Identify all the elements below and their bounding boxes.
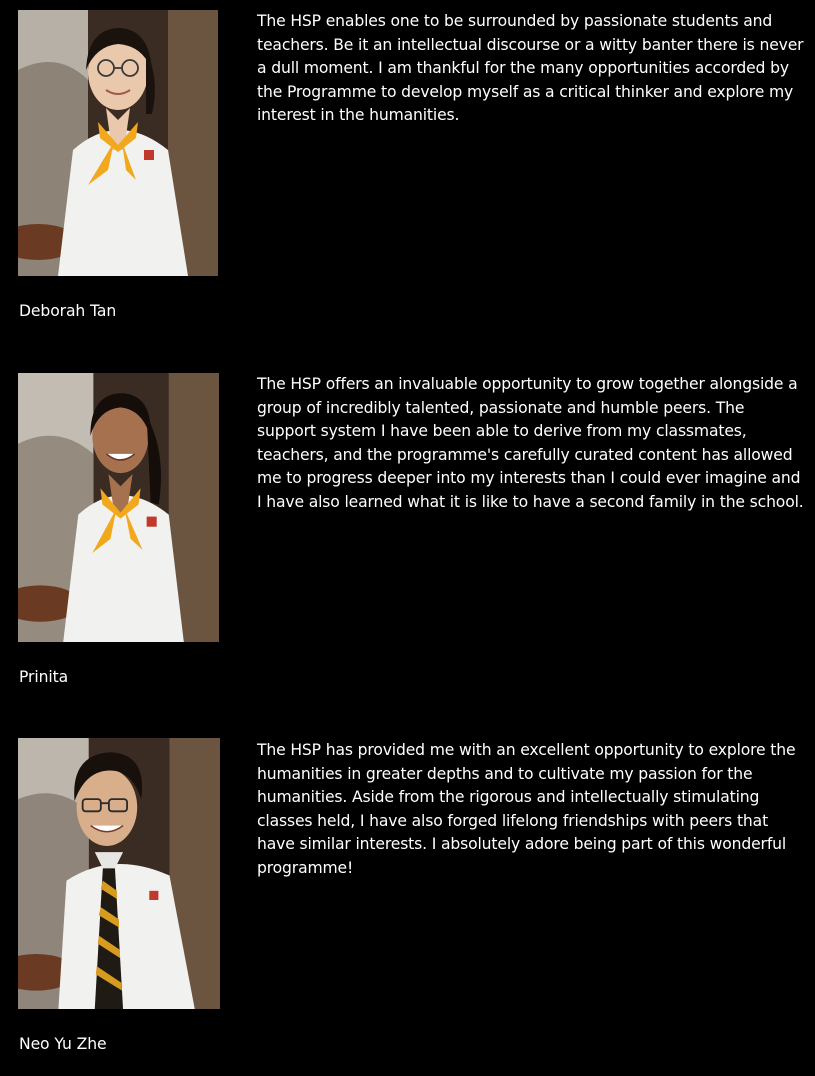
student-name: Prinita xyxy=(19,668,69,686)
student-photo xyxy=(18,738,220,1009)
student-portrait-icon xyxy=(18,10,218,276)
student-name: Deborah Tan xyxy=(19,302,117,320)
testimonial-quote: The HSP enables one to be surrounded by passionate students and teachers. Be it an intellectual discourse or a witty banter there is never a dull moment. I am thankful for the many opportunities accorded by the Programme to develop myself as a critical thinker and explore my interest in the humanities. xyxy=(257,12,804,125)
student-portrait-icon xyxy=(18,373,219,642)
testimonial-quote: The HSP has provided me with an excellent opportunity to explore the humanities in greater depths and to cultivate my passion for the humanities. Aside from the rigorous and intellectually stimulating classes held, I have also forged lifelong friendships with peers that have similar interests. I absolutely adore being part of this wonderful programme! xyxy=(257,741,796,877)
student-photo xyxy=(18,10,218,276)
student-portrait-icon xyxy=(18,738,220,1009)
student-name: Neo Yu Zhe xyxy=(19,1035,107,1053)
testimonial-quote: The HSP offers an invaluable opportunity to grow together alongside a group of incredibly talented, passionate and humble peers. The support system I have been able to derive from my classmates, teachers, and the programme's carefully curated content has allowed me to progress deeper into my interests than I could ever imagine and I have also learned what it is like to have a second family in the school. xyxy=(257,375,804,511)
student-photo xyxy=(18,373,219,642)
